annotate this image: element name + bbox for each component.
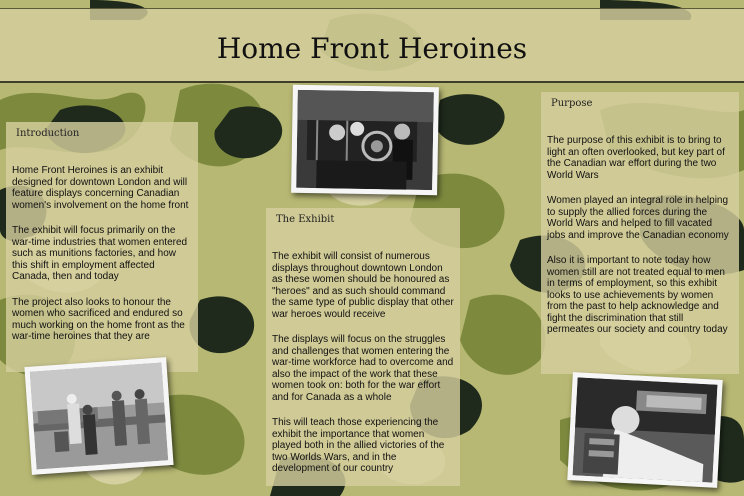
introduction-panel <box>6 122 198 372</box>
machinist-photo <box>567 372 722 488</box>
lab-workers-photo-icon <box>30 363 169 470</box>
exhibit-heading: The Exhibit <box>276 214 335 225</box>
introduction-paragraph: The exhibit will focus primarily on the war-time industries that women entered such as munitions factories, and how this shift in employment affected Canada, then and today <box>12 225 188 282</box>
purpose-paragraph: Women played an integral role in helping to supply the allied forces during the World Wars and helped to fill vacated jobs and improve the Canadian economy <box>547 195 729 241</box>
introduction-heading: Introduction <box>16 128 80 139</box>
page-title: Home Front Heroines <box>216 32 528 65</box>
introduction-paragraph: Home Front Heroines is an exhibit designed for downtown London and will feature displays concerning Canadian women's involvement on the home front <box>12 165 189 211</box>
lab-photo <box>24 357 173 475</box>
introduction-paragraph: The project also looks to honour the women who sacrificed and endured so much working on the home front as the war-time heroines that they are <box>12 296 185 342</box>
title-bar <box>0 8 744 83</box>
machinist-photo-icon <box>573 377 718 482</box>
purpose-panel <box>541 92 739 374</box>
exhibit-panel <box>266 208 460 486</box>
purpose-paragraph: Also it is important to note today how women still are not treated equal to men in terms of employment, so this exhibit looks to use achievements by women from the past to help acknowledge and fight the discrimination that still permeates our society and country today <box>547 255 728 335</box>
purpose-heading: Purpose <box>551 98 593 109</box>
exhibit-paragraph: The exhibit will consist of numerous displays throughout downtown London as these women should be honoured as "heroes" and as such should command the same type of public display that other war heroes would receive <box>272 251 454 320</box>
purpose-paragraph: The purpose of this exhibit is to bring to light an often overlooked, but key part of the Canadian war effort during the two World Wars <box>547 135 725 181</box>
factory-photo <box>291 85 439 196</box>
exhibit-paragraph: This will teach those experiencing the exhibit the importance that women played both in the allied victories of the two Worlds Wars, and in the development of our country <box>272 417 445 474</box>
exhibit-paragraph: The displays will focus on the struggles and challenges that women entering the war-time workforce had to overcome and also the impact of the work that these women took on: both for the war effort and for Canada as a whole <box>272 334 454 403</box>
factory-workers-photo-icon <box>296 90 434 190</box>
